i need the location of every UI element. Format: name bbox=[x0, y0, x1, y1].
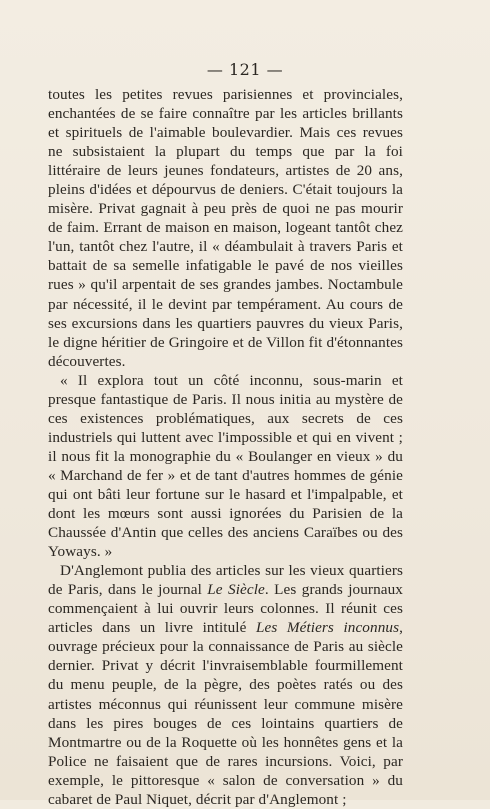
body-text bbox=[48, 85, 403, 809]
paragraph-3-part-1: D'Anglemont publia des articles sur les vieux quartiers de Paris, dans le journal bbox=[48, 562, 403, 599]
page-number: — 121 — bbox=[206, 60, 284, 79]
paragraph-3 bbox=[48, 561, 403, 809]
paragraph-2: « Il explora tout un côté inconnu, sous-marin et presque fantastique de Paris. Il nous initia au mystère de ces existences problématiques, aux secrets de ces industriels qui luttent avec l'impossible et qui en vivent ; il nous fit la monographie du « Boulanger en vieux » du « Marchand de fer » et de tant d'autres hommes de génie qui ont bâti leur fortune sur le hasard et l'impalpable, et dont les mœurs sont aussi ignorées du Parisien de la Chaussée d'Antin que celles des anciens Caraïbes ou des Yoways. » bbox=[48, 371, 403, 561]
paragraph-3-part-2: . Les grands journaux commençaient à lui ouvrir leurs colonnes. Il réunit ces articles dans un livre intitulé bbox=[48, 581, 403, 637]
book-title: Les Métiers inconnus bbox=[255, 619, 400, 637]
paragraph-1: toutes les petites revues parisiennes et provinciales, enchantées de se faire connaître par les articles brillants et spirituels de l'aimable boulevardier. Mais ces revues ne subsistaient la plupart du temps que par la foi littéraire de leurs jeunes fondateurs, artistes de 20 ans, pleins d'idées et dépourvus de deniers. C'était toujours la misère. Privat gagnait à peu près de quoi ne pas mourir de faim. Errant de maison en maison, logeant tantôt chez l'un, tantôt chez l'autre, il « déambulait à travers Paris et battait de sa semelle infatigable le pavé de nos vieilles rues » qu'il arpentait de ses grandes jambes. Noctambule par nécessité, il le devint par tempérament. Au cours de ses excursions dans les quartiers pauvres du vieux Paris, le digne héritier de Gringoire et de Villon fit d'étonnantes découvertes. bbox=[48, 86, 403, 370]
journal-title: Le Siècle bbox=[207, 581, 265, 599]
paragraph-3-part-3: , ouvrage précieux pour la connaissance de Paris au siècle dernier. Privat y décrit l'invraisemblable fourmillement du menu peuple, de la pègre, des poètes ratés ou des artistes méconnus qui réunissent leur commune misère dans les pires bouges de ces lointains quartiers de Montmartre ou de la Roquette où les honnêtes gens et la Police ne faisaient que de rares incursions. Voici, par exemple, le pittoresque « salon de conversation » du cabaret de Paul Niquet, décrit par d'Anglemont ; bbox=[48, 619, 403, 808]
